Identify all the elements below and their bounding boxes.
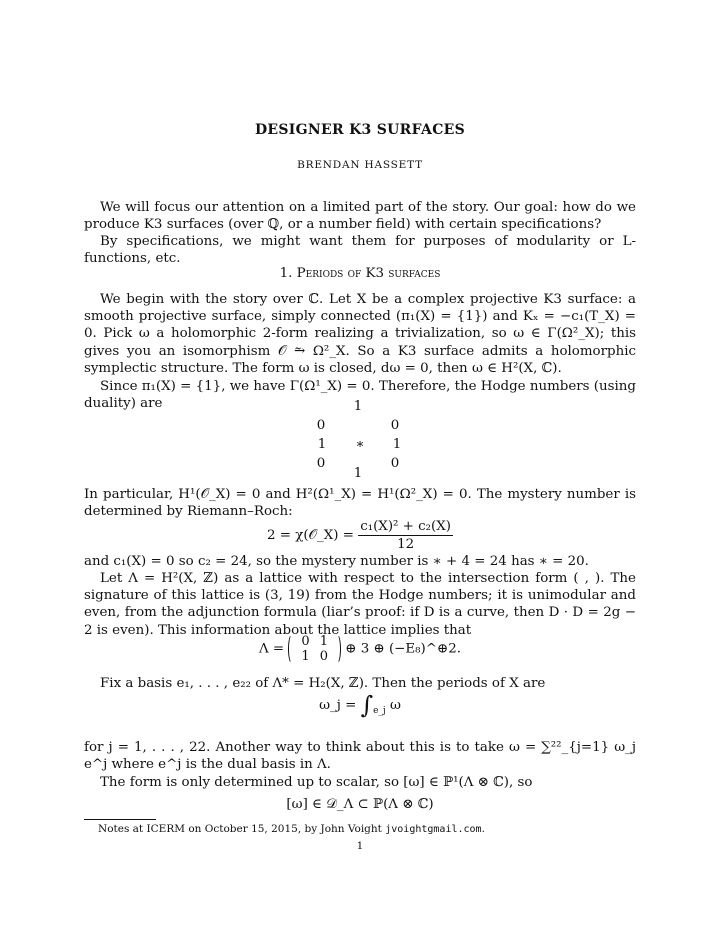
matrix-entry: 1 [319, 634, 328, 649]
hodge-number: 1 [353, 399, 363, 414]
hodge-number: 0 [390, 456, 400, 471]
intro-paragraph-2: By specifications, we might want them for purposes of modularity or L-functions, etc. [84, 234, 636, 267]
hodge-number: 0 [390, 418, 400, 433]
section-paragraph-7: for j = 1, . . . , 22. Another way to think about this is to take ω = ∑²²_{j=1} ω_j e^j where e^j is the dual basis in Λ. [84, 740, 636, 773]
footnote-email: jvoightgmail.com [385, 824, 482, 835]
footnote-rule [84, 819, 156, 820]
equation-lhs: 2 = χ(𝒪_X) = [266, 528, 354, 544]
section-paragraph-8: The form is only determined up to scalar, so [ω] ∈ ℙ¹(Λ ⊗ ℂ), so [100, 775, 533, 790]
hodge-number: ∗ [355, 437, 365, 452]
riemann-roch-equation [84, 518, 636, 553]
intro-paragraph-1: We will focus our attention on a limited part of the story. Our goal: how do we produce K3 surfaces (over ℚ, or a number field) with certain specifications? [84, 200, 636, 233]
hodge-number: 1 [317, 437, 327, 452]
equation-rhs: ⊕ 3 ⊕ (−E₈)^⊕2. [345, 641, 461, 657]
hodge-number: 1 [392, 437, 402, 452]
section-paragraph-6: Fix a basis e₁, . . . , e₂₂ of Λ* = H₂(X, ℤ). Then the periods of X are [100, 676, 546, 691]
matrix-entry: 1 [301, 649, 310, 664]
fraction [358, 518, 453, 553]
paper-author: BRENDAN HASSETT [297, 159, 423, 171]
hyperbolic-matrix [288, 634, 341, 664]
fraction-numerator: c₁(X)² + c₂(X) [358, 518, 453, 536]
matrix-entry: 0 [301, 634, 310, 649]
equation-lhs: Λ = [258, 641, 285, 657]
integrand: ω [390, 698, 401, 714]
section-paragraph-3: In particular, H¹(𝒪_X) = 0 and H²(Ω¹_X) = H¹(Ω²_X) = 0. The mystery number is determined by Riemann–Roch: [84, 487, 636, 520]
matrix-entry: 0 [319, 649, 328, 664]
period-equation [84, 691, 636, 719]
period-domain-equation: [ω] ∈ 𝒟_Λ ⊂ ℙ(Λ ⊗ ℂ) [286, 797, 434, 812]
section-paragraph-5: Let Λ = H²(X, ℤ) as a lattice with respect to the intersection form ( , ). The signature of this lattice is (3, 19) from the Hodge numbers; it is unimodular and even, from the adjunction formula (liar’s proof: if D is a curve, then D · D = 2g − 2 is even). This information about the lattice implies that [84, 571, 636, 638]
section-paragraph-1: We begin with the story over ℂ. Let X be a complex projective K3 surface: a smooth projective surface, simply connected (π₁(X) = {1}) and Kₓ = −c₁(T_X) = 0. Pick ω a holomorphic 2-form realizing a trivialization, so ω ∈ Γ(Ω²_X); this gives you an isomorphism 𝒪 ⥲ Ω²_X. So a K3 surface admits a holomorphic symplectic structure. The form ω is closed, dω = 0, then ω ∈ H²(X, ℂ). [84, 292, 636, 376]
paper-title: DESIGNER K3 SURFACES [254, 122, 466, 138]
lattice-equation [84, 634, 636, 664]
footnote-end: . [481, 823, 485, 835]
hodge-number: 1 [353, 466, 363, 481]
footnote [84, 822, 636, 837]
section-paragraph-2: Since π₁(X) = {1}, we have Γ(Ω¹_X) = 0. Therefore, the Hodge numbers (using duality) are [84, 379, 636, 412]
section-heading: 1. Periods of K3 surfaces [279, 266, 441, 281]
footnote-text: Notes at ICERM on October 15, 2015, by John Voight [98, 823, 382, 835]
fraction-denominator: 12 [397, 537, 415, 553]
integral-sign-icon: ∫ [360, 691, 374, 719]
section-paragraph-4: and c₁(X) = 0 so c₂ = 24, so the mystery number is ∗ + 4 = 24 has ∗ = 20. [84, 554, 589, 569]
hodge-number: 0 [316, 456, 326, 471]
page-number: 1 [356, 840, 364, 852]
hodge-number: 0 [316, 418, 326, 433]
equation-lhs: ω_j = [319, 698, 357, 714]
integral-domain: e_j [373, 705, 386, 716]
